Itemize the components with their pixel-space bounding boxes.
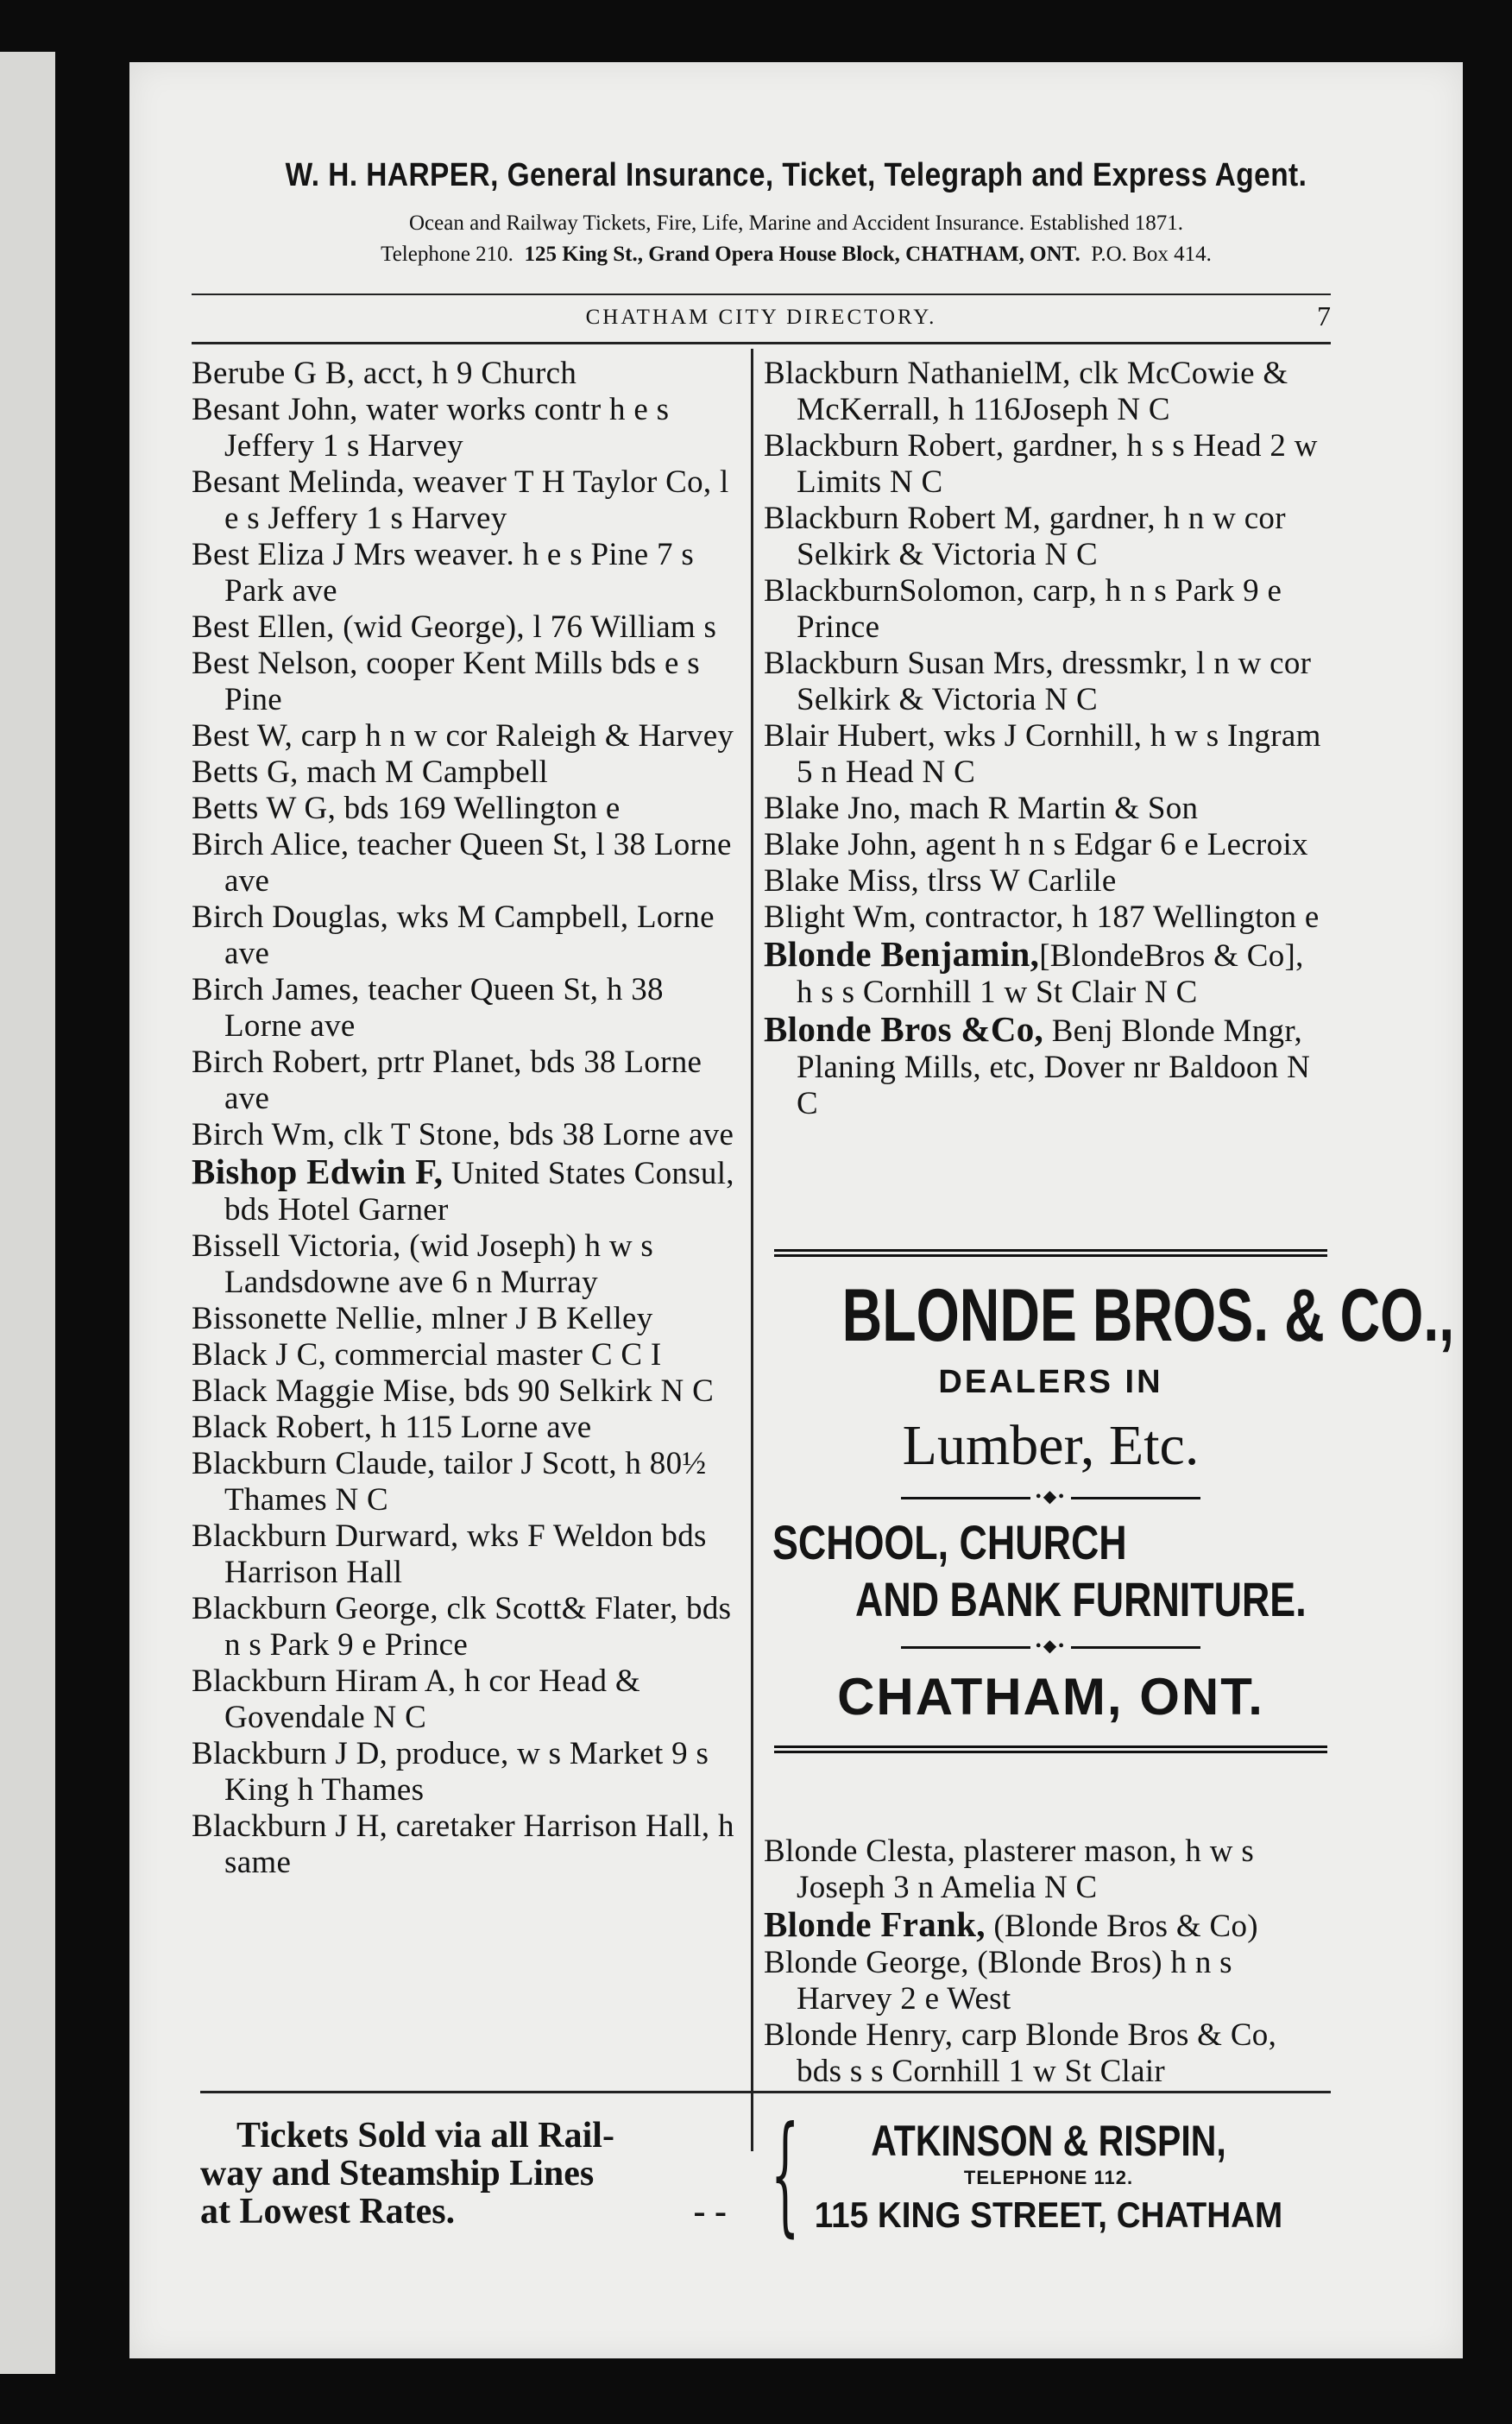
list-item: Birch James, teacher Queen St, h 38 Lorne ave (192, 972, 664, 1044)
list-item: Birch Alice, teacher Queen St, l 38 Lorne ave (192, 827, 732, 899)
list-item: Blight Wm, contractor, h 187 Wellington e (764, 900, 1320, 935)
ad-bottom-rule (774, 1745, 1327, 1758)
list-item: Blackburn Durward, wks F Weldon bds Harrison Hall (192, 1518, 707, 1590)
entry-name-bold: Blonde Frank, (764, 1904, 986, 1944)
entry-detail-cont: Consul, bds Hotel Garner (224, 1156, 734, 1228)
footer-atkinson-advert (768, 2117, 1329, 2236)
blonde-bros-advertisement (772, 1249, 1455, 1767)
ad-ornament-divider-2: •◆• (772, 1635, 1329, 1657)
right-column-continued (764, 1834, 1326, 2090)
list-item: Best Nelson, cooper Kent Mills bds e s Pine (192, 646, 700, 717)
list-item: Blonde Clesta, plasterer mason, h w s Joseph 3 n Amelia N C (764, 1834, 1255, 1905)
column-divider (751, 349, 753, 2151)
list-item: Bissonette Nellie, mlner J B Kelley (192, 1301, 653, 1336)
list-item: Best Eliza J Mrs weaver. h e s Pine 7 s Park ave (192, 537, 695, 609)
ad-ornament-divider: •◆• (772, 1486, 1329, 1507)
list-item: Blackburn Claude, tailor J Scott, h 80½ Thames N C (192, 1446, 707, 1518)
footer-address: 115 KING STREET, CHATHAM (814, 2194, 1283, 2235)
list-item: Blonde Henry, carp Blonde Bros & Co, bds s s Cornhill 1 w St Clair (764, 2017, 1277, 2089)
adjacent-page-edge (0, 52, 55, 2374)
ad-firm-name: BLONDE BROS. & CO., (841, 1274, 1455, 1357)
agent-services-line: Ocean and Railway Tickets, Fire, Life, Marine and Accident Insurance. Established 1871. (409, 211, 1183, 235)
list-item: Black Robert, h 115 Lorne ave (192, 1410, 592, 1445)
agent-advert-title: W. H. HARPER, General Insurance, Ticket, Telegraph and Express Agent. (285, 157, 1307, 193)
footer-dashes: - - (693, 2192, 727, 2231)
list-item: Betts G, mach M Campbell (192, 754, 549, 790)
footer-left-line-3 (200, 2193, 735, 2231)
ad-dealers-in: DEALERS IN (938, 1364, 1163, 1400)
list-item: Blackburn Susan Mrs, dressmkr, l n w cor Selkirk & Victoria N C (764, 646, 1312, 717)
list-item: Blackburn Robert, gardner, h s s Head 2 w Limits N C (764, 428, 1318, 500)
list-item: Betts W G, bds 169 Wellington e (192, 791, 621, 826)
page-header (129, 157, 1463, 267)
list-item: Best W, carp h n w cor Raleigh & Harvey (192, 718, 734, 754)
list-item: Blackburn Hiram A, h cor Head & Govendale N C (192, 1663, 640, 1735)
list-item: Blake Jno, mach R Martin & Son (764, 791, 1199, 826)
list-item: Besant John, water works contr h e s Jeffery 1 s Harvey (192, 392, 670, 464)
footer-tickets-advert (200, 2117, 735, 2231)
list-item: Berube G B, acct, h 9 Church (192, 356, 577, 391)
list-item-bold (192, 1153, 742, 1228)
entry-detail: [BlondeBros & Co], h s s Cornhill 1 w St Clair N C (797, 938, 1304, 1010)
list-item: Blake Miss, tlrss W Carlile (764, 863, 1117, 899)
ad-top-rule (774, 1249, 1327, 1262)
entry-name-bold: Bishop Edwin F, (192, 1152, 444, 1191)
entry-name-bold: Blonde Benjamin, (764, 934, 1040, 974)
entry-detail: (Blonde Bros & Co) (993, 1909, 1258, 1944)
directory-page (129, 62, 1463, 2358)
list-item-bold (764, 1906, 1326, 1945)
ad-school-church: SCHOOL, CHURCH (772, 1515, 1127, 1569)
running-head (192, 294, 1331, 344)
list-item: Blair Hubert, wks J Cornhill, h w s Ingram 5 n Head N C (764, 718, 1321, 790)
ad-city: CHATHAM, ONT. (837, 1668, 1264, 1726)
list-item: Birch Robert, prtr Planet, bds 38 Lorne ave (192, 1045, 702, 1116)
list-item: Best Ellen, (wid George), l 76 William s (192, 609, 717, 645)
agent-address: 125 King St., Grand Opera House Block, CHATHAM, ONT. (524, 243, 1080, 266)
page-number: 7 (1317, 300, 1331, 331)
list-item: Blackburn NathanielM, clk McCowie & McKerrall, h 116Joseph N C (764, 356, 1288, 427)
list-item-bold (764, 1011, 1326, 1122)
agent-contact-line (129, 243, 1463, 267)
list-item: Blackburn Robert M, gardner, h n w cor Selkirk & Victoria N C (764, 501, 1286, 572)
list-item: Blackburn J D, produce, w s Market 9 s King h Thames (192, 1736, 709, 1808)
list-item: Blonde George, (Blonde Bros) h n s Harvey 2 e West (764, 1945, 1232, 2017)
list-item-bold (764, 936, 1326, 1011)
list-item: Black J C, commercial master C C I (192, 1337, 662, 1373)
list-item: Blackburn George, clk Scott& Flater, bds n s Park 9 e Prince (192, 1591, 732, 1663)
footer-left-line-2: way and Steamship Lines (200, 2154, 595, 2194)
ad-lumber: Lumber, Etc. (902, 1414, 1200, 1477)
list-item: BlackburnSolomon, carp, h n s Park 9 e Prince (764, 573, 1282, 645)
list-item: Blake John, agent h n s Edgar 6 e Lecroix (764, 827, 1308, 862)
list-item: Birch Wm, clk T Stone, bds 38 Lorne ave (192, 1117, 734, 1152)
agent-po-box: P.O. Box 414. (1091, 243, 1212, 266)
directory-title: CHATHAM CITY DIRECTORY. (585, 306, 937, 329)
agent-telephone: Telephone 210. (381, 243, 513, 266)
entry-name-bold: Blonde Bros &Co, (764, 1009, 1044, 1049)
entry-detail: Benj Blonde Mngr, Planing Mills, etc, Dover nr Baldoon N C (797, 1013, 1311, 1121)
ad-furniture-lines (772, 1514, 1307, 1628)
list-item: Besant Melinda, weaver T H Taylor Co, l e s Jeffery 1 s Harvey (192, 464, 729, 536)
footer-brace: { (771, 2099, 800, 2250)
footer-telephone: TELEPHONE 112. (963, 2167, 1134, 2188)
running-head-rule (192, 342, 1331, 344)
footer-lowest-rates: at Lowest Rates. (200, 2192, 456, 2231)
list-item: Bissell Victoria, (wid Joseph) h w s Landsdowne ave 6 n Murray (192, 1228, 654, 1300)
list-item: Blackburn J H, caretaker Harrison Hall, h same (192, 1809, 734, 1880)
entry-detail: United States (450, 1156, 627, 1191)
footer-left-line-1: Tickets Sold via all Rail- (236, 2116, 614, 2156)
footer-firm-name: ATKINSON & RISPIN, (871, 2117, 1226, 2165)
left-column (192, 356, 742, 2151)
list-item: Black Maggie Mise, bds 90 Selkirk N C (192, 1373, 715, 1409)
ad-bank-furniture: AND BANK FURNITURE. (855, 1572, 1307, 1626)
footer-rule (200, 2091, 1331, 2093)
list-item: Birch Douglas, wks M Campbell, Lorne ave (192, 900, 715, 971)
